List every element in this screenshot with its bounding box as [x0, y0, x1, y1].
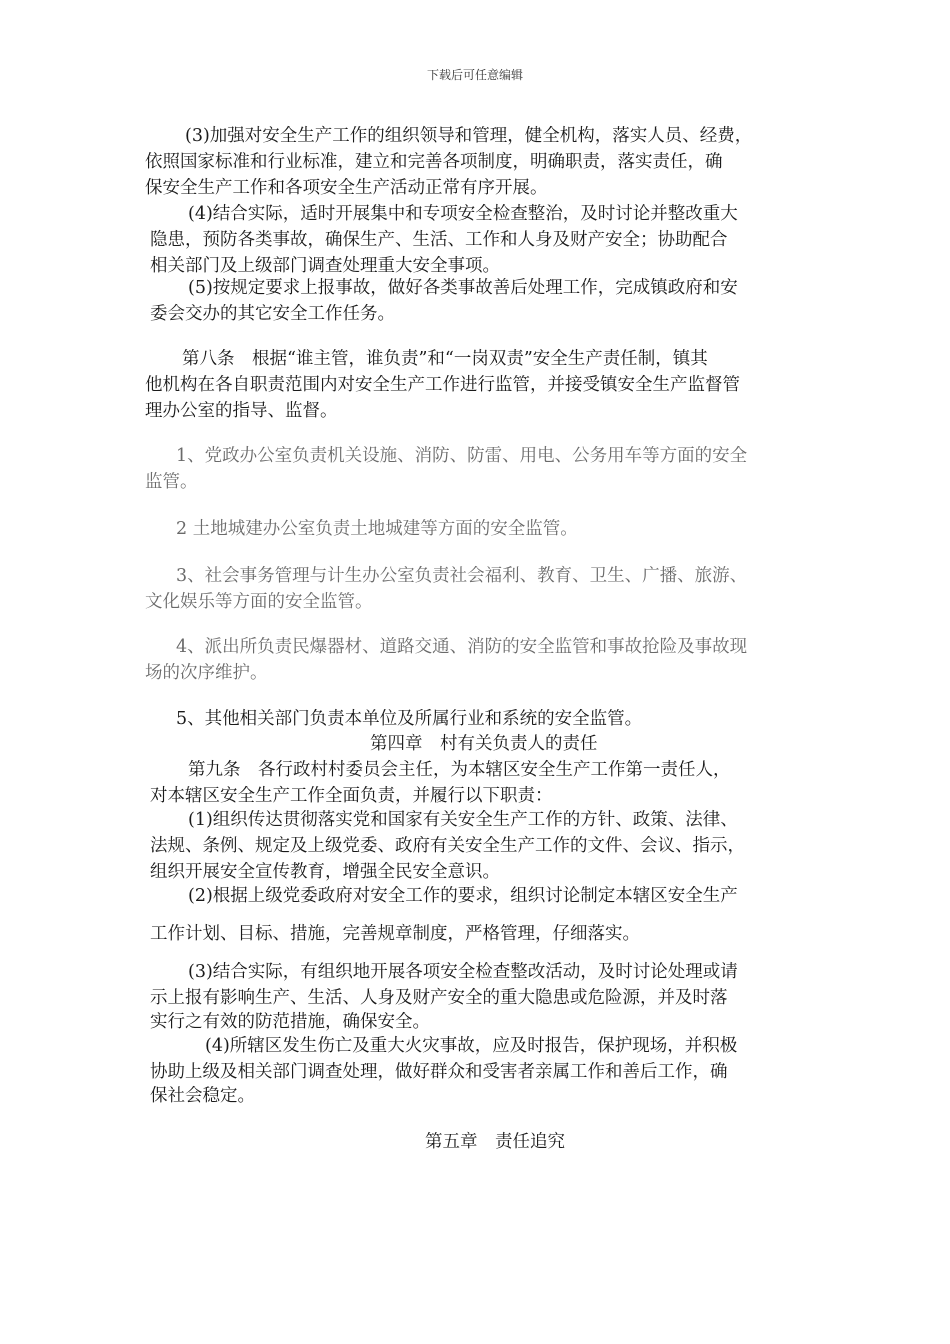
text-line: 保社会稳定。 — [150, 1086, 255, 1106]
text-line: 组织开展安全宣传教育，增强全民安全意识。 — [150, 862, 500, 882]
text-line: 依照国家标准和行业标准，建立和完善各项制度，明确职责，落实责任，确 — [145, 152, 723, 172]
text-line: 工作计划、目标、措施，完善规章制度，严格管理，仔细落实。 — [150, 924, 640, 944]
text-line: 实行之有效的防范措施，确保安全。 — [150, 1012, 430, 1032]
chapter-4-heading: 第四章 村有关负责人的责任 — [370, 734, 598, 754]
list-item: 5、其他相关部门负责本单位及所属行业和系统的安全监管。 — [176, 709, 643, 729]
list-item: 4、派出所负责民爆器材、道路交通、消防的安全监管和事故抢险及事故现 — [176, 637, 748, 657]
text-line: 理办公室的指导、监督。 — [145, 401, 338, 421]
text-line: 他机构在各自职责范围内对安全生产工作进行监管，并接受镇安全生产监督管 — [145, 375, 740, 395]
text-line: 相关部门及上级部门调查处理重大安全事项。 — [150, 256, 500, 276]
text-line: 协助上级及相关部门调查处理，做好群众和受害者亲属工作和善后工作，确 — [150, 1062, 728, 1082]
text-line: 法规、条例、规定及上级党委、政府有关安全生产工作的文件、会议、指示， — [150, 836, 745, 856]
text-line: 示上报有影响生产、生活、人身及财产安全的重大隐患或危险源，并及时落 — [150, 988, 728, 1008]
list-item: 1、党政办公室负责机关设施、消防、防雷、用电、公务用车等方面的安全 — [176, 446, 748, 466]
chapter-5-heading: 第五章 责任追究 — [425, 1132, 565, 1152]
text-line: (3)加强对安全生产工作的组织领导和管理，健全机构，落实人员、经费， — [185, 126, 753, 146]
text-line: (4)所辖区发生伤亡及重大火灾事故，应及时报告，保护现场，并积极 — [205, 1036, 738, 1056]
list-item: 场的次序维护。 — [145, 663, 268, 683]
page-header: 下载后可任意编辑 — [426, 68, 523, 82]
text-line: (4)结合实际，适时开展集中和专项安全检查整治，及时讨论并整改重大 — [188, 204, 738, 224]
article-8-heading: 第八条 根据“谁主管，谁负责”和“一岗双责”安全生产责任制，镇其 — [182, 349, 708, 369]
list-item: 3、社会事务管理与计生办公室负责社会福利、教育、卫生、广播、旅游、 — [176, 566, 748, 586]
text-line: 对本辖区安全生产工作全面负责，并履行以下职责： — [150, 786, 553, 806]
article-9-heading: 第九条 各行政村村委员会主任，为本辖区安全生产工作第一责任人， — [188, 760, 731, 780]
list-item: 文化娱乐等方面的安全监管。 — [145, 592, 373, 612]
list-item: 2 土地城建办公室负责土地城建等方面的安全监管。 — [176, 519, 578, 539]
text-line: 隐患，预防各类事故，确保生产、生活、工作和人身及财产安全；协助配合 — [150, 230, 728, 250]
text-line: (2)根据上级党委政府对安全工作的要求，组织讨论制定本辖区安全生产 — [188, 886, 738, 906]
text-line: (1)组织传达贯彻落实党和国家有关安全生产工作的方针、政策、法律、 — [188, 810, 738, 830]
text-line: 保安全生产工作和各项安全生产活动正常有序开展。 — [145, 178, 548, 198]
text-line: 委会交办的其它安全工作任务。 — [150, 304, 395, 324]
text-line: (5)按规定要求上报事故，做好各类事故善后处理工作，完成镇政府和安 — [188, 278, 738, 298]
text-line: (3)结合实际，有组织地开展各项安全检查整改活动，及时讨论处理或请 — [188, 962, 738, 982]
list-item: 监管。 — [145, 472, 198, 492]
